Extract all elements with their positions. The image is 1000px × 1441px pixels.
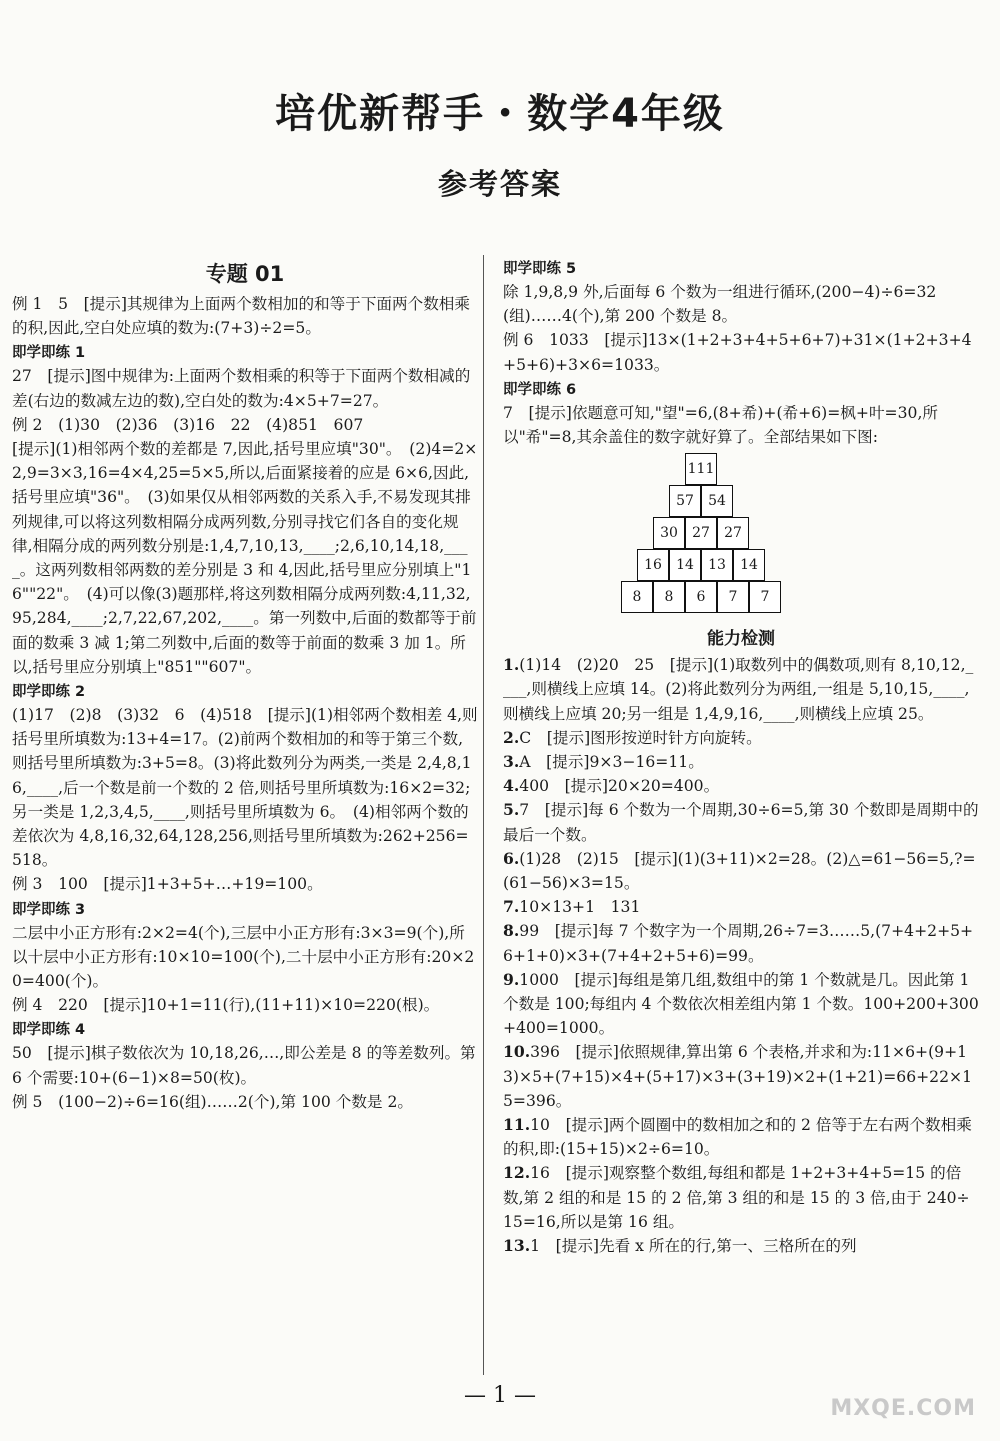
item-answer: C [提示]图形按逆时针方向旋转。 xyxy=(519,728,762,747)
item-number: 4. xyxy=(503,776,520,796)
item-answer: 10×13+1 131 xyxy=(519,898,641,917)
pyramid-cell: 14 xyxy=(733,549,765,581)
pyramid-cell: 7 xyxy=(749,581,781,613)
item-number: 3. xyxy=(503,752,520,772)
answer-paragraph: 27 [提示]图中规律为:上面两个数相乘的积等于下面两个数相减的差(右边的数减左边的数),空白处的数为:4×5+7=27。 xyxy=(12,367,471,410)
item-answer: 1 [提示]先看 x 所在的行,第一、三格所在的列 xyxy=(530,1237,857,1256)
item-answer: 16 [提示]观察整个数组,每组和都是 1+2+3+4+5=15 的倍数,第 2 组的和是 15 的 2 倍,第 3 组的和是 15 的 3 倍,由于 240÷15=16,所以是第 16 组。 xyxy=(503,1164,970,1231)
answer-paragraph: (1)17 (2)8 (3)32 6 (4)518 [提示](1)相邻两个数相差 4,则括号里所填数为:13+4=17。(2)前两个数相加的和等于第三个数,则括号里所填数为:3+5=8。(3)将此数列分为两类,一类是 2,4,8,16,____,后一个数是前一个数的 2 倍,则括号里所填数为:16×2=32;另一类是 1,2,3,4,5,____,则括号里所填数为 6。 (4)相邻两个数的差依次为 4,8,16,32,64,128,256,则括号里所填数为:262+256=518。 xyxy=(12,706,478,870)
item-number: 1. xyxy=(503,655,520,675)
pyramid-cell: 30 xyxy=(653,517,685,549)
page-subtitle: 参考答案 xyxy=(437,167,562,201)
pyramid-cell: 8 xyxy=(621,581,653,613)
answer-paragraph: [提示](1)相邻两个数的差都是 7,因此,括号里应填"30"。 (2)4=2×2,9=3×3,16=4×4,25=5×5,所以,后面紧接着的应是 6×6,因此,括号里应填"36"。 (3)如果仅从相邻两数的关系入手,不易发现其排列规律,可以将这列数相隔分成两列数,分别寻找它们各自的变化规律,相隔分成的两列数分别是:1,4,7,10,13,____;2,6,10,14,18,____。这两列数相邻两数的差分别是 3 和 4,因此,括号里应分别填上"16""22"。 (4)可以像(3)题那样,将这列数相隔分成两列数:4,11,32,95,284,____;2,7,22,67,202,____。第一列数中,后面的数都等于前面的数乘 3 减 1;第二列数中,后面的数等于前面的数乘 3 加 1。所以,括号里应分别填上"851""607"。 xyxy=(12,440,478,676)
ability-test-item xyxy=(503,750,979,774)
item-number: 2. xyxy=(503,727,520,747)
left-column xyxy=(12,256,478,1114)
pyramid-cell: 54 xyxy=(701,485,733,517)
item-answer: 7 [提示]每 6 个数为一个周期,30÷6=5,第 30 个数即是周期中的最后一个数。 xyxy=(503,801,979,844)
practice-heading: 即学即练 5 xyxy=(503,261,577,277)
answer-paragraph: 二层中小正方形有:2×2=4(个),三层中小正方形有:3×3=9(个),所以十层中小正方形有:10×10=100(个),二十层中小正方形有:20×20=400(个)。 xyxy=(12,923,475,991)
item-number: 7. xyxy=(503,897,520,917)
ability-test-item xyxy=(503,895,979,919)
answer-paragraph: 例 5 (100−2)÷6=16(组)……2(个),第 100 个数是 2。 xyxy=(12,1092,413,1111)
answer-paragraph: 例 6 1033 [提示]13×(1+2+3+4+5+6+7)+31×(1+2+3+4+5+6)+3×6=1033。 xyxy=(503,331,972,374)
answer-paragraph: 例 4 220 [提示]10+1=11(行),(11+11)×10=220(根)。 xyxy=(12,996,440,1015)
ability-test-item xyxy=(503,774,979,798)
item-answer: (1)14 (2)20 25 [提示](1)取数列中的偶数项,则有 8,10,12,____,则横线上应填 14。(2)将此数列分为两组,一组是 5,10,15,____,则横线上应填 20;另一组是 1,4,9,16,____,则横线上应填 25。 xyxy=(503,656,974,723)
column-divider xyxy=(483,255,484,1375)
answer-paragraph: 除 1,9,8,9 外,后面每 6 个数为一组进行循环,(200−4)÷6=32(组)……4(个),第 200 个数是 8。 xyxy=(503,283,937,326)
right-column xyxy=(503,256,979,1258)
pyramid-cell: 14 xyxy=(669,549,701,581)
number-pyramid xyxy=(503,453,979,623)
answer-paragraph: 7 [提示]依题意可知,"望"=6,(8+希)+(希+6)=枫+叶=30,所以"希"=8,其余盖住的数字就好算了。全部结果如下图: xyxy=(503,403,939,447)
practice-heading: 即学即练 3 xyxy=(12,901,86,918)
ability-test-item xyxy=(503,653,979,726)
item-answer: 1000 [提示]每组是第几组,数组中的第 1 个数就是几。因此第 1 个数是 100;每组内 4 个数依次相差组内第 1 个数。100+200+300+400=1000。 xyxy=(503,970,979,1038)
item-answer: (1)28 (2)15 [提示](1)(3+11)×2=28。(2)△=61−56=5,?=(61−56)×3=15。 xyxy=(503,849,976,893)
left-column-body xyxy=(12,292,478,1114)
ability-test-item xyxy=(503,968,979,1041)
item-answer: 10 [提示]两个圆圈中的数相加之和的 2 倍等于左右两个数相乘的积,即:(15+15)×2÷6=10。 xyxy=(503,1116,972,1159)
practice-heading: 即学即练 6 xyxy=(503,381,577,398)
pyramid-cell: 8 xyxy=(653,581,685,613)
page-title: 培优新帮手・数学4年级 xyxy=(275,91,725,137)
right-column-top xyxy=(503,258,979,449)
item-answer: 400 [提示]20×20=400。 xyxy=(519,777,720,796)
pyramid-cell: 27 xyxy=(717,517,749,549)
pyramid-cell: 13 xyxy=(701,549,733,581)
ability-test-item xyxy=(503,798,979,846)
pyramid-cell: 7 xyxy=(717,581,749,613)
practice-heading: 即学即练 4 xyxy=(12,1022,86,1039)
item-answer: 99 [提示]每 7 个数字为一个周期,26÷7=3……5,(7+4+2+5+6+1+0)×3+(7+4+2+5+6)=99。 xyxy=(503,922,974,965)
practice-heading: 即学即练 1 xyxy=(12,345,86,362)
pyramid-cell: 6 xyxy=(685,581,717,613)
ability-test-item xyxy=(503,1113,979,1161)
item-answer: 396 [提示]依照规律,算出第 6 个表格,并求和为:11×6+(9+13)×5+(7+15)×4+(5+17)×3+(3+19)×2+(1+21)=66+22×15=396。 xyxy=(503,1043,973,1110)
item-number: 13. xyxy=(503,1236,531,1256)
answer-paragraph: 50 [提示]棋子数依次为 10,18,26,…,即公差是 8 的等差数列。第 6 个需要:10+(6−1)×8=50(枚)。 xyxy=(12,1044,476,1087)
ability-test-list xyxy=(503,653,979,1258)
item-number: 10. xyxy=(503,1042,531,1062)
item-number: 5. xyxy=(503,800,520,820)
pyramid-cell: 27 xyxy=(685,517,717,549)
ability-test-item xyxy=(503,1161,979,1234)
item-number: 12. xyxy=(503,1163,531,1183)
item-number: 6. xyxy=(503,848,520,868)
ability-test-heading: 能力检测 xyxy=(707,629,775,650)
answer-paragraph: 例 1 5 [提示]其规律为上面两个数相加的和等于下面两个数相乘的积,因此,空白处应填的数为:(7+3)÷2=5。 xyxy=(12,295,470,338)
ability-test-item xyxy=(503,919,979,967)
item-answer: A [提示]9×3−16=11。 xyxy=(519,753,704,772)
ability-test-item xyxy=(503,1234,979,1258)
watermark-logo xyxy=(810,1357,980,1421)
pyramid-cell: 111 xyxy=(685,453,717,485)
pyramid-cell: 16 xyxy=(637,549,669,581)
pyramid-cell: 57 xyxy=(669,485,701,517)
item-number: 11. xyxy=(503,1115,531,1135)
watermark-site: MXQE.COM xyxy=(830,1396,976,1421)
section-title: 专题 01 xyxy=(205,262,285,286)
item-number: 9. xyxy=(503,969,520,989)
ability-test-item xyxy=(503,847,979,895)
page-number: — 1 — xyxy=(464,1383,536,1408)
answer-paragraph: 例 3 100 [提示]1+3+5+…+19=100。 xyxy=(12,875,323,894)
ability-test-item xyxy=(503,726,979,750)
ability-test-item xyxy=(503,1040,979,1113)
item-number: 8. xyxy=(503,921,520,941)
practice-heading: 即学即练 2 xyxy=(12,684,86,701)
answer-paragraph: 例 2 (1)30 (2)36 (3)16 22 (4)851 607 xyxy=(12,415,364,434)
